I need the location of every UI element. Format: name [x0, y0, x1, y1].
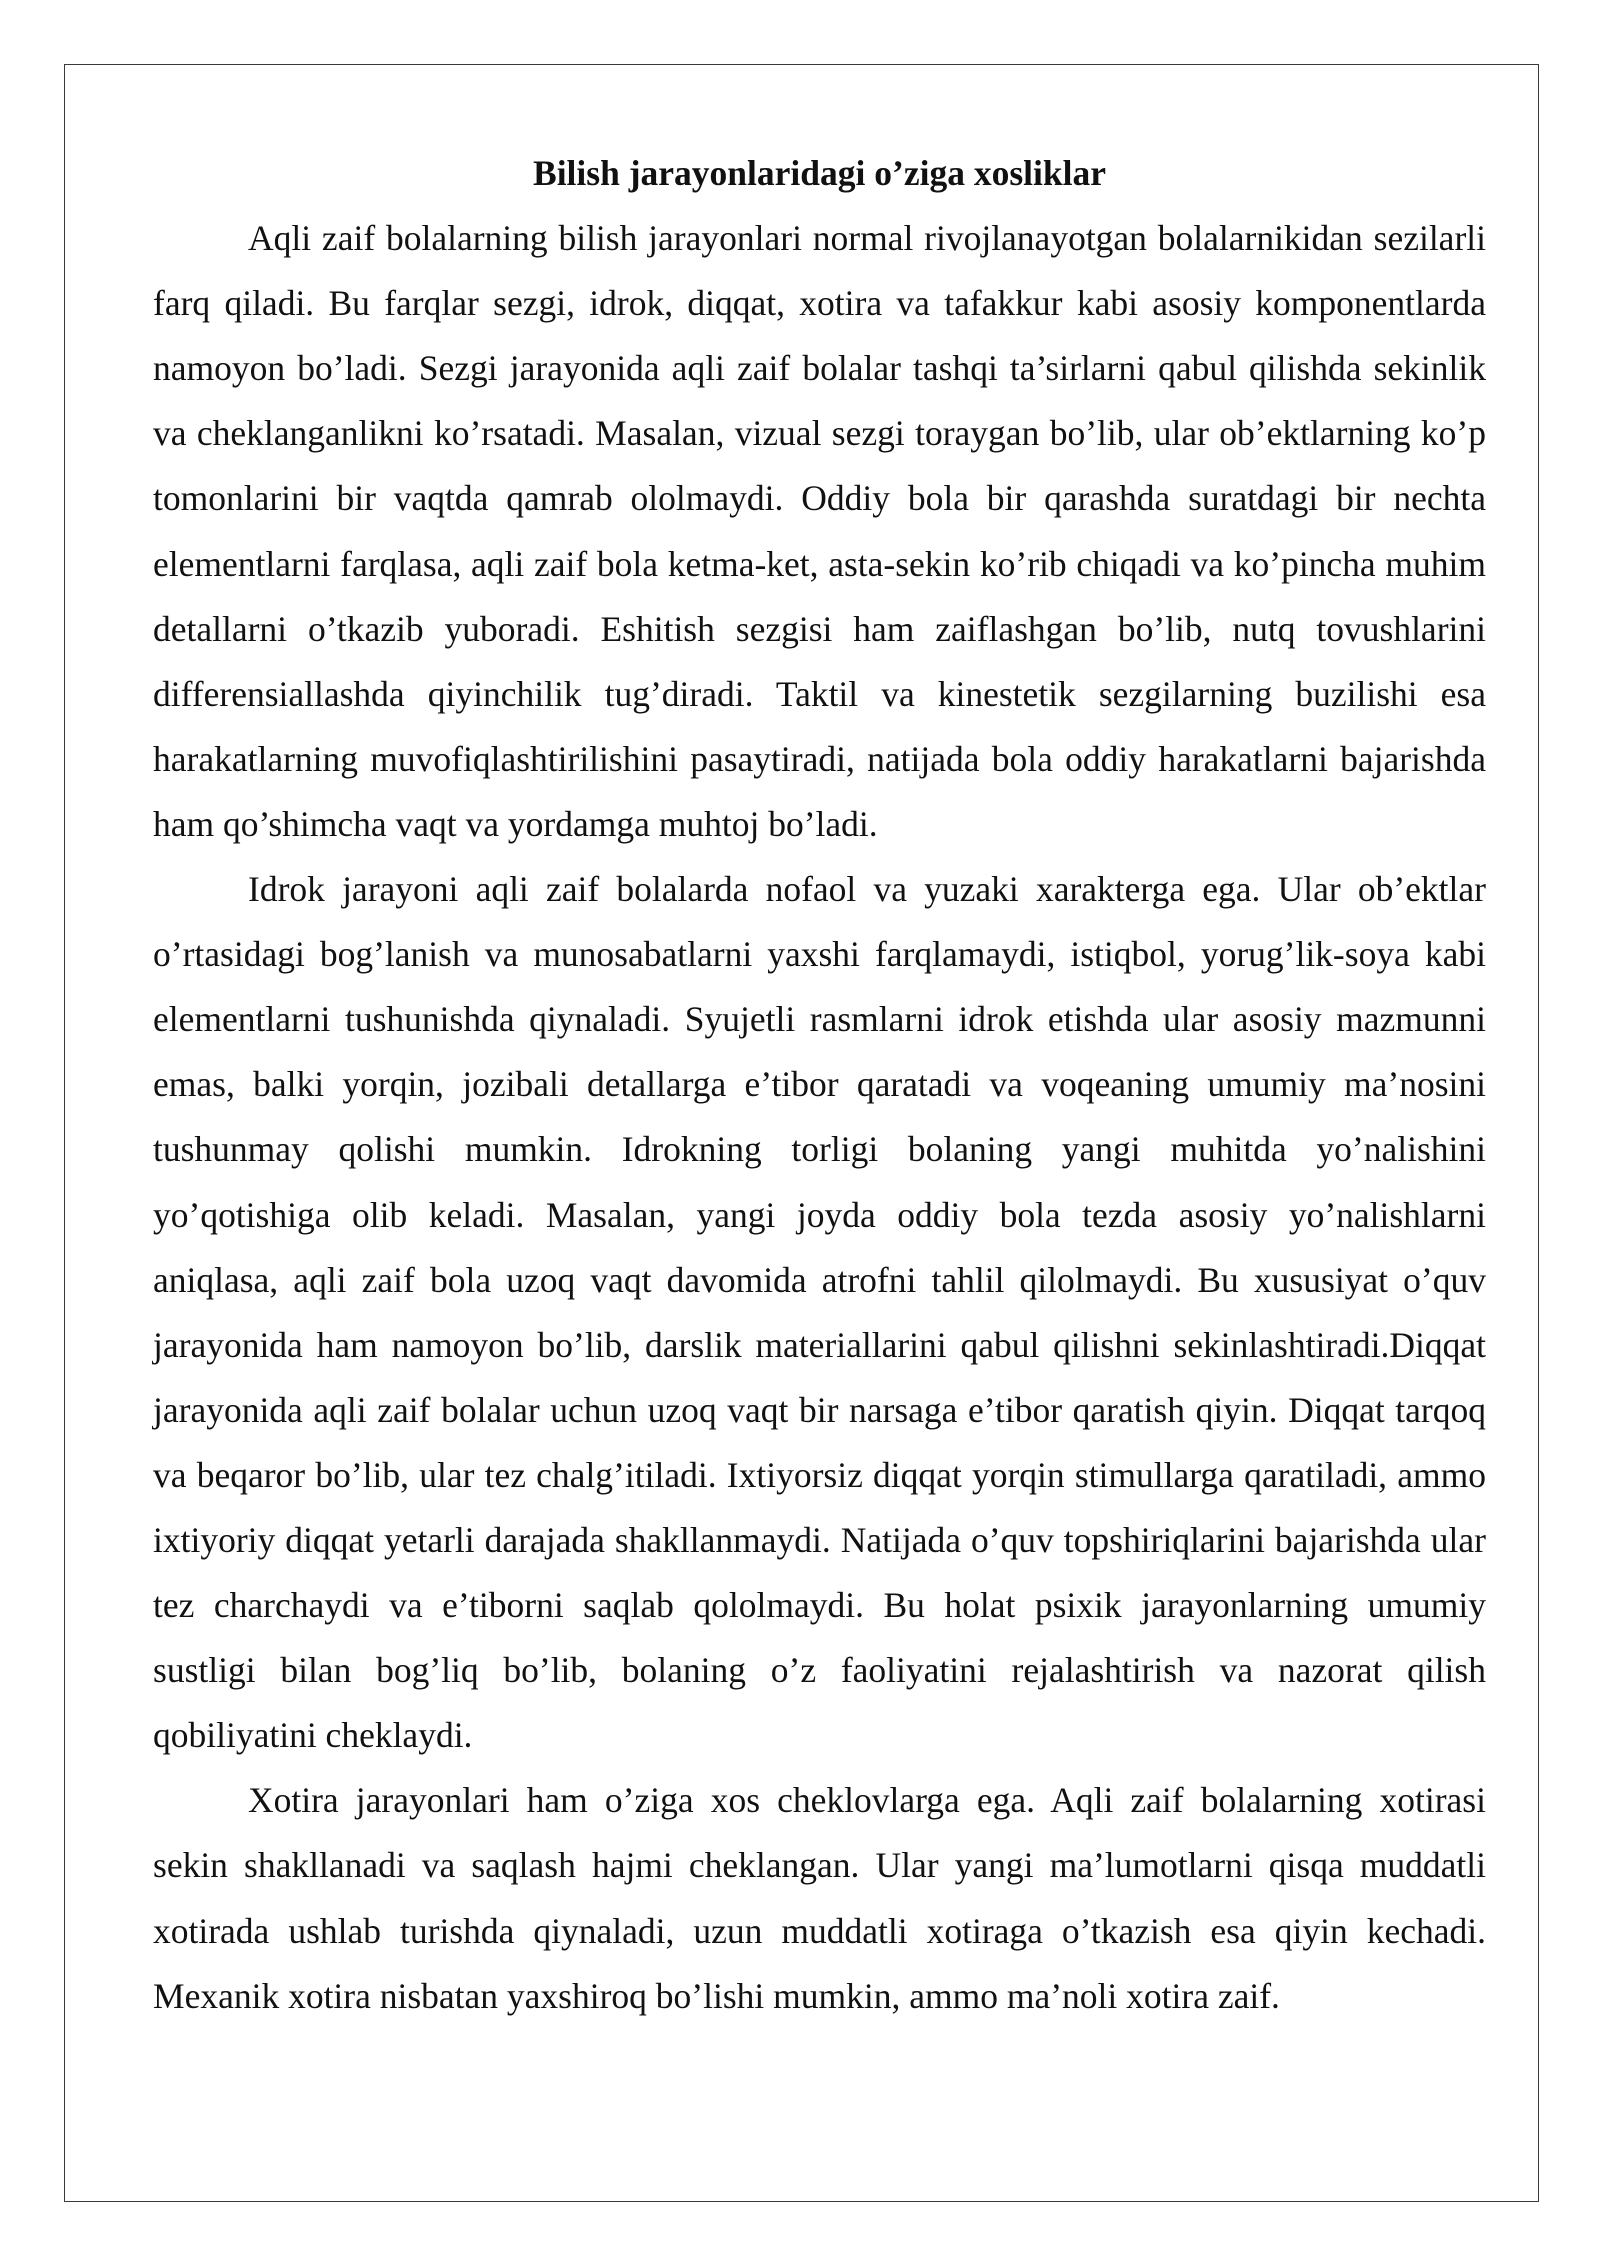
paragraph-sensation: Aqli zaif bolalarning bilish jarayonlari normal rivojlanayotgan bolalarnikidan sezilarli farq qiladi. Bu farqlar sezgi, idrok, diqqat, xotira va tafakkur kabi asosiy komponentlarda namoyon bo’ladi. Sezgi jarayonida aqli zaif bolalar tashqi ta’sirlarni qabul qilishda sekinlik va cheklanganlikni ko’rsatadi. Masalan, vizual sezgi toraygan bo’lib, ular ob’ektlarning ko’p tomonlarini bir vaqtda qamrab ololmaydi. Oddiy bola bir qarashda suratdagi bir nechta elementlarni farqlasa, aqli zaif bola ketma-ket, asta-sekin ko’rib chiqadi va ko’pincha muhim detallarni o’tkazib yuboradi. Eshitish sezgisi ham zaiflashgan bo’lib, nutq tovushlarini differensiallashda qiyinchilik tug’diradi. Taktil va kinestetik sezgilarning buzilishi esa harakatlarning muvofiqlashtirilishini pasaytiradi, natijada bola oddiy harakatlarni bajarishda ham qo’shimcha vaqt va yordamga muhtoj bo’ladi. [153, 218, 1486, 844]
paragraph-perception-attention: Idrok jarayoni aqli zaif bolalarda nofaol va yuzaki xarakterga ega. Ular ob’ektlar o’rtasidagi bog’lanish va munosabatlarni yaxshi farqlamaydi, istiqbol, yorug’lik-soya kabi elementlarni tushunishda qiynaladi. Syujetli rasmlarni idrok etishda ular asosiy mazmunni emas, balki yorqin, jozibali detallarga e’tibor qaratadi va voqeaning umumiy ma’nosini tushunmay qolishi mumkin. Idrokning torligi bolaning yangi muhitda yo’nalishini yo’qotishiga olib keladi. Masalan, yangi joyda oddiy bola tezda asosiy yo’nalishlarni aniqlasa, aqli zaif bola uzoq vaqt davomida atrofni tahlil qilolmaydi. Bu xususiyat o’quv jarayonida ham namoyon bo’lib, darslik materiallarini qabul qilishni sekinlashtiradi.Diqqat jarayonida aqli zaif bolalar uchun uzoq vaqt bir narsaga e’tibor qaratish qiyin. Diqqat tarqoq va beqaror bo’lib, ular tez chalg’itiladi. Ixtiyorsiz diqqat yorqin stimullarga qaratiladi, ammo ixtiyoriy diqqat yetarli darajada shakllanmaydi. Natijada o’quv topshiriqlarini bajarishda ular tez charchaydi va e’tiborni saqlab qololmaydi. Bu holat psixik jarayonlarning umumiy sustligi bilan bog’liq bo’lib, bolaning o’z faoliyatini rejalashtirish va nazorat qilish qobiliyatini cheklaydi. [153, 869, 1486, 1756]
paragraph-memory: Xotira jarayonlari ham o’ziga xos cheklovlarga ega. Aqli zaif bolalarning xotirasi sekin shakllanadi va saqlash hajmi cheklangan. Ular yangi ma’lumotlarni qisqa muddatli xotirada ushlab turishda qiynaladi, uzun muddatli xotiraga o’tkazish esa qiyin kechadi. Mexanik xotira nisbatan yaxshiroq bo’lishi mumkin, ammo ma’noli xotira zaif. [153, 1780, 1486, 2016]
document-title: Bilish jarayonlaridagi o’ziga xosliklar [533, 153, 1106, 193]
document-body [153, 141, 1486, 2029]
